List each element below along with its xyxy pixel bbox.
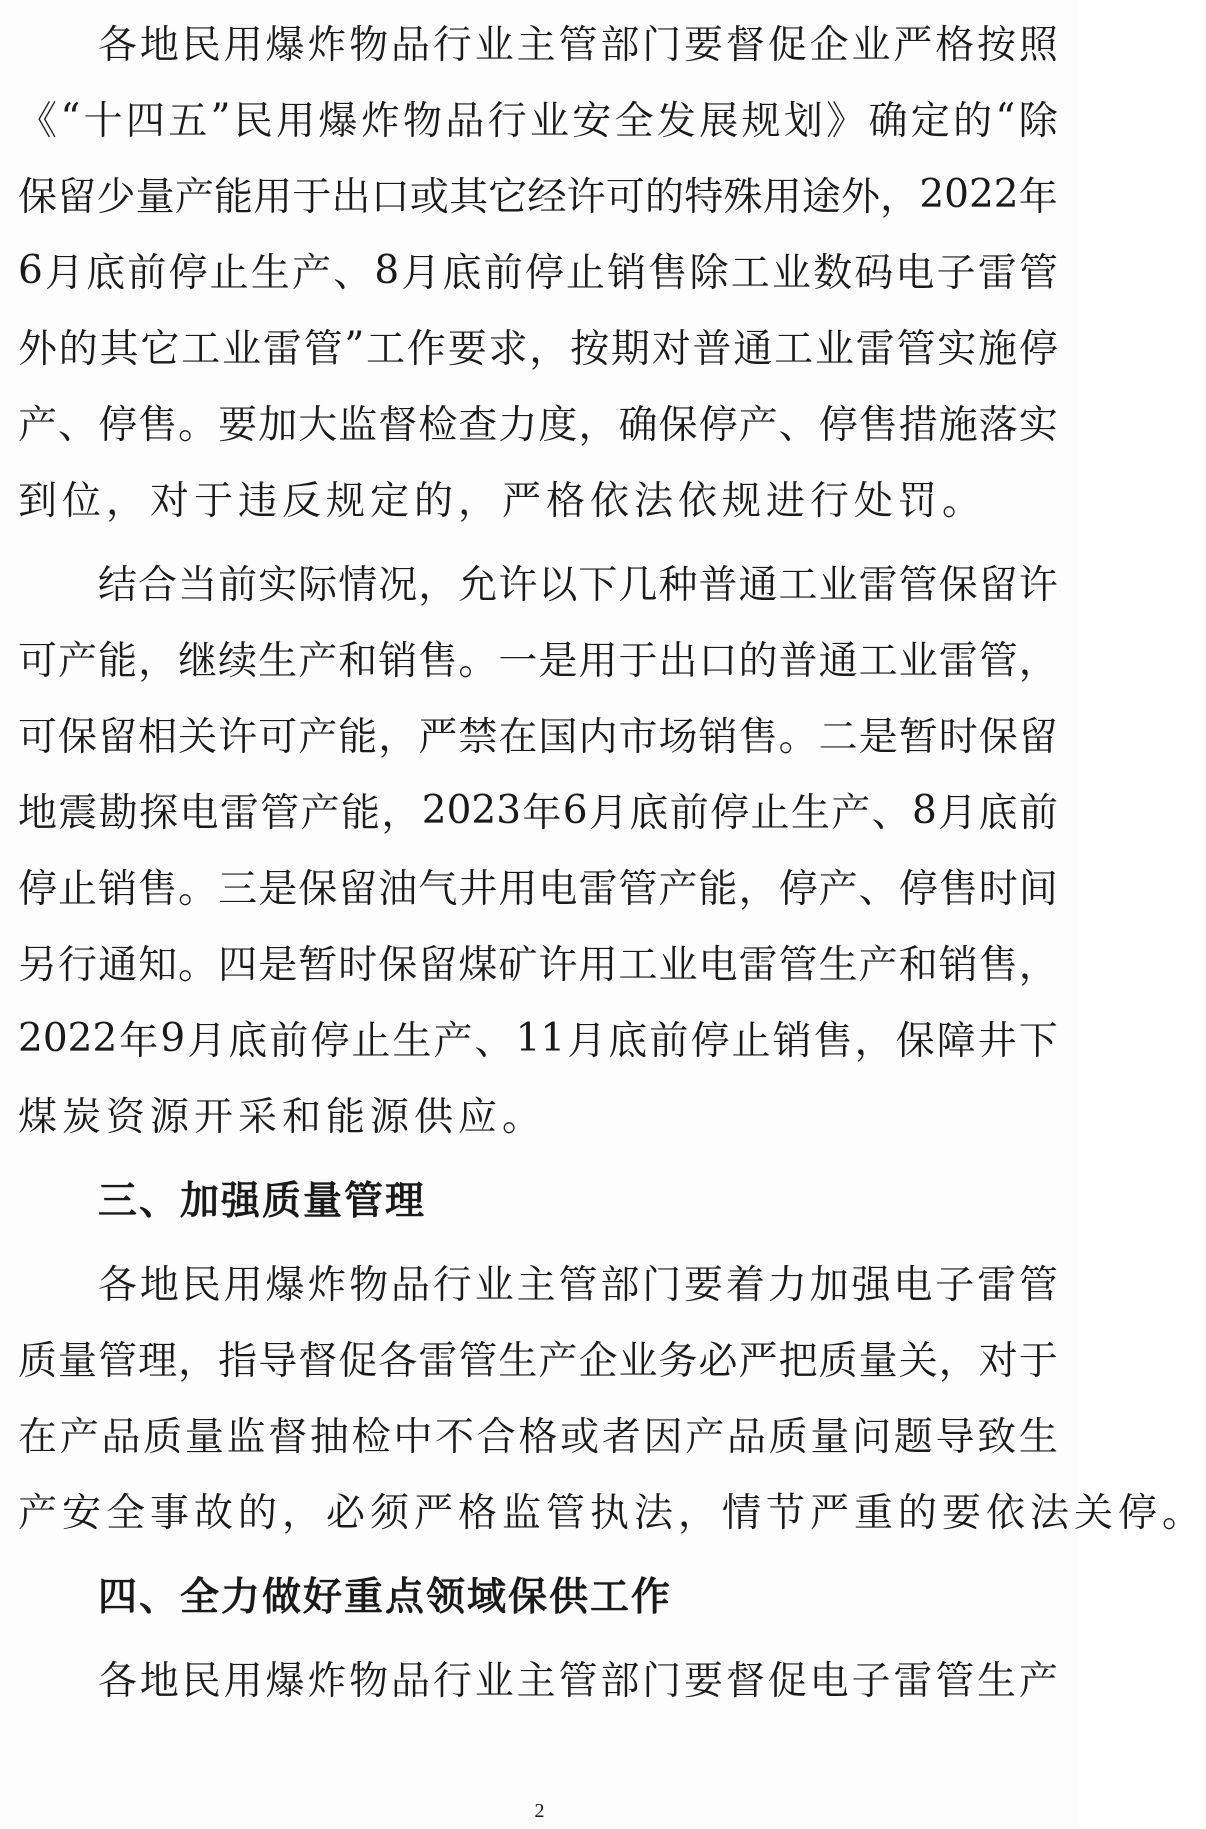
text-line: 地 震 勘 探 电 雷 管 产 能 ， 2023 年 6 月 底 前 停 止 生 产 、 8 月 底 前 xyxy=(18,787,1058,836)
page-number: 2 xyxy=(534,1800,545,1822)
paragraph xyxy=(18,1244,1206,1548)
paragraph xyxy=(18,1640,1058,1716)
text-line: 质 量 管 理 ， 指 导 督 促 各 雷 管 生 产 企 业 务 必 严 把 质 量 关 ， 对 于 xyxy=(18,1339,1058,1384)
paragraph xyxy=(18,544,1058,1152)
text-line: 保 留 少 量 产 能 用 于 出 口 或 其 它 经 许 可 的 特 殊 用 途 外 ， 2022 年 xyxy=(18,171,1058,220)
text-line: 煤炭资源开采和能源供应。 xyxy=(18,1095,547,1140)
section-heading: 三、加强质量管理 xyxy=(98,1179,427,1224)
text-line: 各 地 民 用 爆 炸 物 品 行 业 主 管 部 门 要 督 促 企 业 严 格 按 照 xyxy=(98,23,1058,68)
text-line: 《 “ 十 四 五 ” 民 用 爆 炸 物 品 行 业 安 全 发 展 规 划 》 确 定 的 “ 除 xyxy=(18,95,1058,144)
text-line: 另 行 通 知 。 四 是 暂 时 保 留 煤 矿 许 用 工 业 电 雷 管 生 产 和 销 售 ， xyxy=(18,943,1058,988)
text-line: 停 止 销 售 。 三 是 保 留 油 气 井 用 电 雷 管 产 能 ， 停 产 、 停 售 时 间 xyxy=(18,867,1058,912)
section-heading: 四、全力做好重点领域保供工作 xyxy=(98,1575,673,1620)
text-line: 在 产 品 质 量 监 督 抽 检 中 不 合 格 或 者 因 产 品 质 量 问 题 导 致 生 xyxy=(18,1415,1058,1460)
text-line: 各 地 民 用 爆 炸 物 品 行 业 主 管 部 门 要 着 力 加 强 电 子 雷 管 xyxy=(98,1263,1058,1308)
text-line: 可 保 留 相 关 许 可 产 能 ， 严 禁 在 国 内 市 场 销 售 。 二 是 暂 时 保 留 xyxy=(18,715,1058,760)
text-line: 可 产 能 ， 继 续 生 产 和 销 售 。 一 是 用 于 出 口 的 普 通 工 业 雷 管 ， xyxy=(18,639,1058,684)
document-body xyxy=(18,4,1206,1724)
paragraph xyxy=(18,4,1058,536)
text-line: 6 月 底 前 停 止 生 产 、 8 月 底 前 停 止 销 售 除 工 业 数 码 电 子 雷 管 xyxy=(18,247,1058,296)
text-line: 各 地 民 用 爆 炸 物 品 行 业 主 管 部 门 要 督 促 电 子 雷 管 生 产 xyxy=(98,1659,1058,1704)
text-line: 到位，对于违反规定的，严格依法依规进行处罚。 xyxy=(18,479,987,524)
text-line: 2022 年 9 月 底 前 停 止 生 产 、 11 月 底 前 停 止 销 售 ， 保 障 井 下 xyxy=(18,1015,1058,1064)
text-line: 产 、 停 售 。 要 加 大 监 督 检 查 力 度 ， 确 保 停 产 、 停 售 措 施 落 实 xyxy=(18,403,1058,448)
text-line: 结 合 当 前 实 际 情 况 ， 允 许 以 下 几 种 普 通 工 业 雷 管 保 留 许 xyxy=(98,563,1058,608)
text-line: 外 的 其 它 工 业 雷 管 ” 工 作 要 求 ， 按 期 对 普 通 工 业 雷 管 实 施 停 xyxy=(18,323,1058,372)
text-line: 产安全事故的，必须严格监管执法，情节严重的要依法关停。 xyxy=(18,1491,1206,1536)
